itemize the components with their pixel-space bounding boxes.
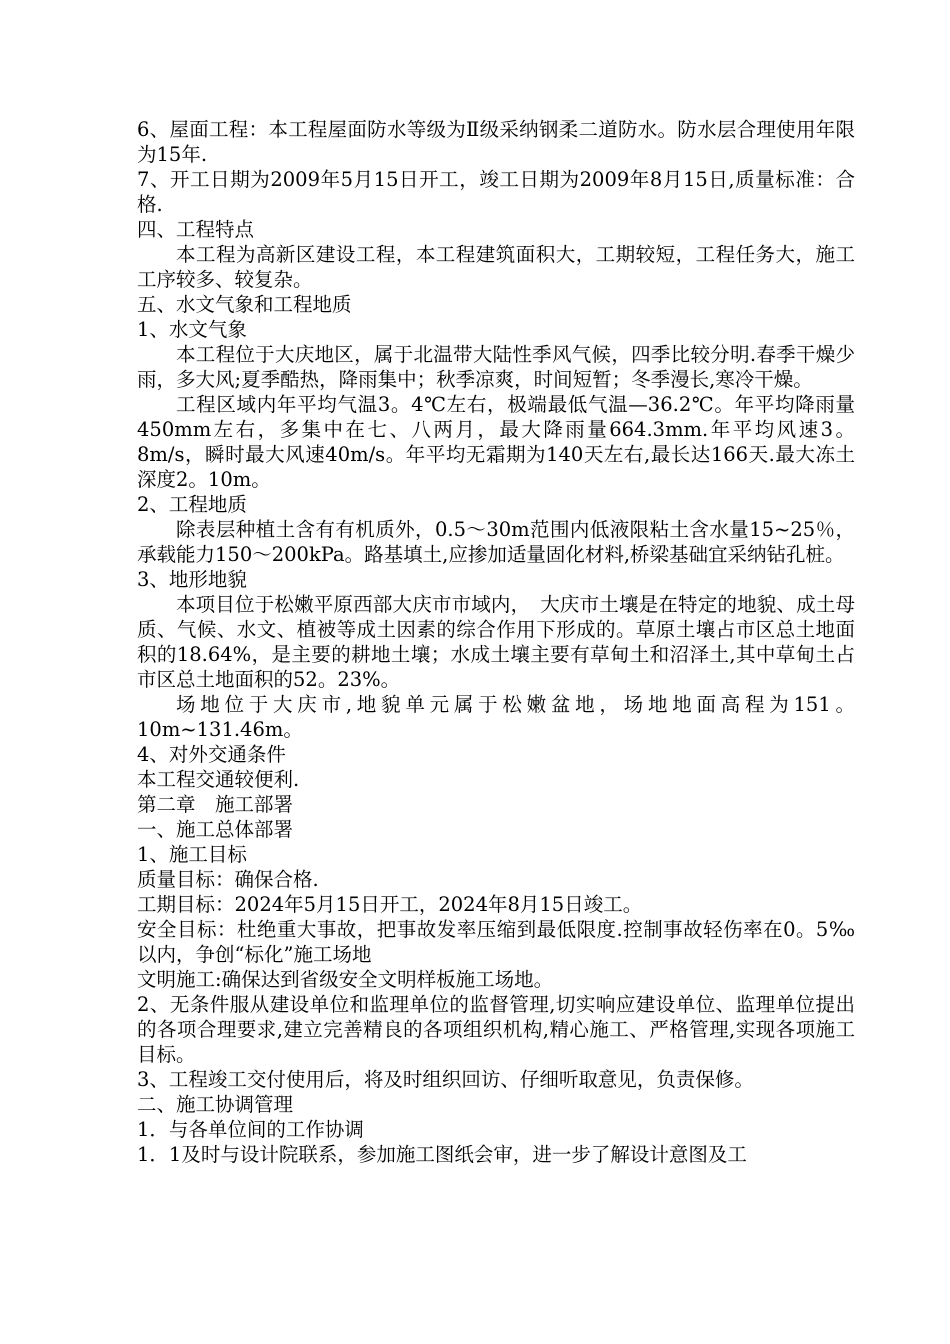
paragraph: 四、工程特点 bbox=[137, 218, 255, 241]
paragraph: 本工程交通较便利. bbox=[137, 768, 300, 791]
paragraph: 一、施工总体部署 bbox=[137, 818, 294, 841]
paragraph: 1、水文气象 bbox=[137, 318, 247, 341]
paragraph: 1．1及时与设计院联系，参加施工图纸会审，进一步了解设计意图及工 bbox=[137, 1143, 747, 1166]
paragraph: 安全目标：杜绝重大事故，把事故发率压缩到最低限度.控制事故轻伤率在0。5‰以内，争创“标化”施工场地 bbox=[137, 918, 855, 966]
paragraph: 2、无条件服从建设单位和监理单位的监督管理,切实响应建设单位、监理单位提出的各项合理要求,建立完善精良的各项组织机构,精心施工、严格管理,实现各项施工目标。 bbox=[137, 993, 855, 1066]
paragraph: 除表层种植土含有有机质外，0.5～30m范围内低液限粘土含水量15~25％，承载能力150～200kPa。路基填土,应掺加适量固化材料,桥梁基础宜采纳钻孔桩。 bbox=[137, 518, 855, 566]
paragraph: 本项目位于松嫩平原西部大庆市市域内， 大庆市土壤是在特定的地貌、成土母质、气候、水文、植被等成土因素的综合作用下形成的。草原土壤占市区总土地面积的18.64%，是主要的耕地土壤；水成土壤主要有草甸土和沼泽土,其中草甸土占市区总土地面积的52。23%。 bbox=[137, 593, 855, 691]
paragraph: 本工程为高新区建设工程，本工程建筑面积大，工期较短，工程任务大，施工工序较多、较复杂。 bbox=[137, 243, 855, 291]
paragraph: 2、工程地质 bbox=[137, 493, 247, 516]
paragraph: 3、地形地貌 bbox=[137, 568, 247, 591]
document-body bbox=[137, 117, 855, 1167]
paragraph: 7、开工日期为2009年5月15日开工，竣工日期为2009年8月15日,质量标准：合格. bbox=[137, 168, 855, 216]
paragraph: 1．与各单位间的工作协调 bbox=[137, 1118, 364, 1141]
paragraph: 6、屋面工程：本工程屋面防水等级为Ⅱ级采纳钢柔二道防水。防水层合理使用年限为15年. bbox=[137, 118, 855, 166]
paragraph: 场地位于大庆市,地貌单元属于松嫩盆地，场地地面高程为151。10m~131.46m。 bbox=[137, 693, 855, 741]
paragraph: 第二章 施工部署 bbox=[137, 793, 294, 816]
paragraph: 二、施工协调管理 bbox=[137, 1093, 294, 1116]
paragraph: 1、施工目标 bbox=[137, 843, 247, 866]
paragraph: 本工程位于大庆地区，属于北温带大陆性季风气候，四季比较分明.春季干燥少雨，多大风;夏季酷热，降雨集中；秋季凉爽，时间短暂；冬季漫长,寒冷干燥。 bbox=[137, 343, 855, 391]
paragraph: 工程区域内年平均气温3。4℃左右，极端最低气温—36.2℃。年平均降雨量450mm左右，多集中在七、八两月，最大降雨量664.3mm.年平均风速3。8m/s，瞬时最大风速40m/s。年平均无霜期为140天左右,最长达166天.最大冻土深度2。10m。 bbox=[137, 393, 855, 491]
paragraph: 4、对外交通条件 bbox=[137, 743, 286, 766]
paragraph: 文明施工:确保达到省级安全文明样板施工场地。 bbox=[137, 968, 554, 991]
paragraph: 质量目标：确保合格. bbox=[137, 868, 319, 891]
paragraph: 3、工程竣工交付使用后，将及时组织回访、仔细听取意见，负责保修。 bbox=[137, 1068, 754, 1091]
paragraph: 工期目标：2024年5月15日开工，2024年8月15日竣工。 bbox=[137, 893, 643, 916]
paragraph: 五、水文气象和工程地质 bbox=[137, 293, 352, 316]
